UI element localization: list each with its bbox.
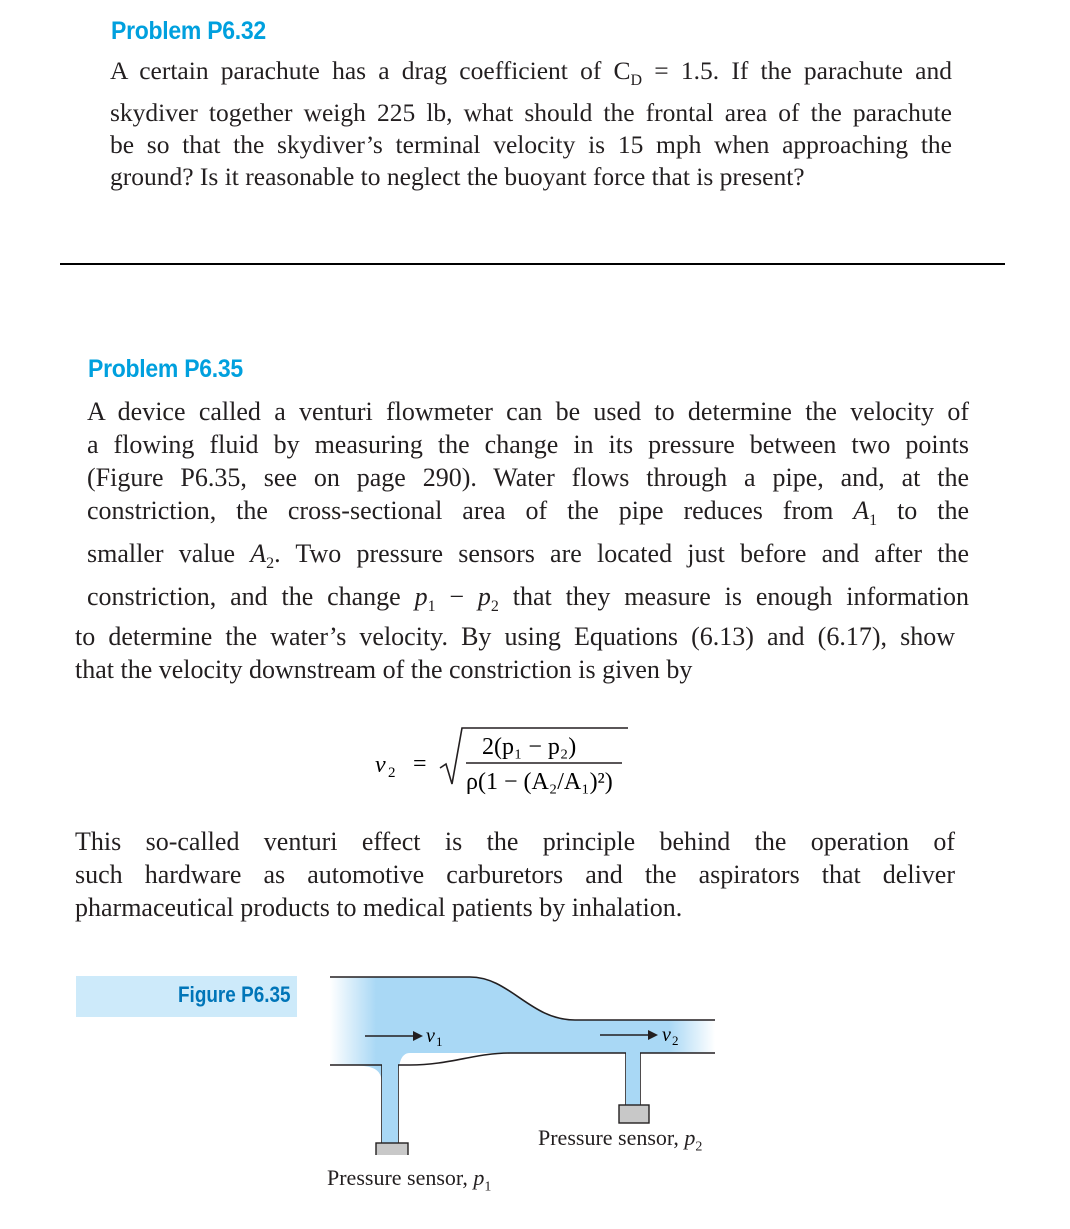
text-line: smaller value $A_2$. Two pressure sensors are located just before and after the [87,539,970,573]
text-line: constriction, the cross-sectional area of the pipe reduces from $A_1$ to the [87,496,969,530]
text-line: A device called a venturi flowmeter can be used to determine the velocity of [87,397,969,426]
text-line: skydiver together weigh 225 lb, what should the frontal area of the parachute [110,98,952,128]
text-line: constriction, and the change $p_1 - p_2$ that they measure is enough information [87,582,969,616]
text-line: A certain parachute has a drag coefficient of $C_D = 1.5$. If the parachute and [110,56,952,90]
text-line: such hardware as automotive carburetors and the aspirators that deliver [75,860,955,889]
problem-p6-32-title: Problem P6.32 [111,17,266,45]
text-line: (Figure P6.35, see on page 290). Water flows through a pipe, and, at the [87,463,969,492]
text-line: that the velocity downstream of the constriction is given by [75,655,693,684]
text-line: be so that the skydiver’s terminal velocity is 15 mph when approaching the [110,130,952,160]
formula-lhs-subscript: 2 [388,765,396,781]
venturi-effect-text [75,825,955,924]
formula-equals: = [413,751,427,777]
text-line: This so-called venturi effect is the principle behind the operation of [75,827,955,856]
sensor-tap-right-water [626,1053,640,1105]
formula-numerator: 2(p₁ − p₂) [482,734,577,760]
problem-p6-35-title: Problem P6.35 [88,355,243,383]
pipe-bottom-wall-mid [398,1053,626,1065]
problem-p6-35-continuation [75,620,955,686]
text-line: a flowing fluid by measuring the change in its pressure between two points [87,430,969,459]
venturi-velocity-formula [370,722,690,812]
pressure-sensor-2-label: Pressure sensor, $p_2$ [538,1125,703,1155]
text-line: pharmaceutical products to medical patients by inhalation. [75,893,683,922]
problem-p6-32-text [110,55,952,193]
text-line: to determine the water’s velocity. By using Equations (6.13) and (6.17), show [75,622,955,651]
sensor-tap-left-water [382,1065,398,1143]
text-line: ground? Is it reasonable to neglect the buoyant force that is present? [110,162,805,192]
formula-lhs: v [375,752,386,778]
velocity-v2-label: v [662,1024,671,1046]
pressure-sensor-1 [376,1143,408,1155]
section-divider [60,263,1005,265]
velocity-v1-label: v [426,1025,435,1047]
pressure-sensor-2 [619,1105,649,1123]
problem-p6-35-text [87,395,969,624]
figure-label: Figure P6.35 [178,982,291,1007]
formula-denominator: ρ(1 − (A₂/A₁)²) [466,769,613,795]
pressure-sensor-1-label: Pressure sensor, $p_1$ [327,1165,492,1195]
velocity-v1-subscript: 1 [436,1034,443,1049]
velocity-v2-subscript: 2 [672,1033,679,1048]
